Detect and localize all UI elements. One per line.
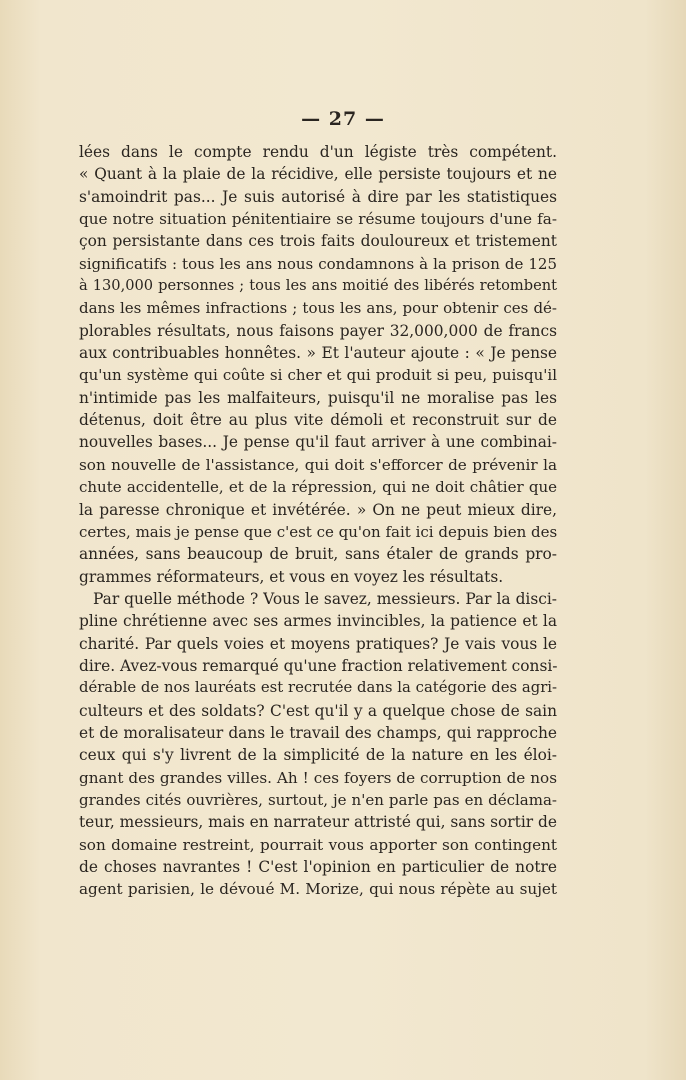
text-line: çon persistante dans ces trois faits douloureux et tristement bbox=[79, 232, 557, 251]
text-line: s'amoindrit pas... Je suis autorisé à dire par les statistiques bbox=[79, 187, 557, 206]
text-line: son nouvelle de l'assistance, qui doit s'efforcer de prévenir la bbox=[79, 455, 557, 474]
text-line: qu'un système qui coûte si cher et qui produit si peu, puisqu'il bbox=[79, 366, 557, 385]
text-line: charité. Par quels voies et moyens pratiques? Je vais vous le bbox=[79, 634, 557, 653]
text-line: agent parisien, le dévoué M. Morize, qui nous répète au sujet bbox=[79, 880, 557, 899]
text-line: ceux qui s'y livrent de la simplicité de la nature en les éloi- bbox=[79, 746, 557, 765]
page-number: — 27 — bbox=[301, 108, 385, 130]
text-line: son domaine restreint, pourrait vous apporter son contingent bbox=[79, 835, 557, 854]
text-line: n'intimide pas les malfaiteurs, puisqu'il ne moralise pas les bbox=[79, 388, 557, 407]
text-line: certes, mais je pense que c'est ce qu'on fait ici depuis bien des bbox=[79, 522, 557, 541]
text-line: Par quelle méthode ? Vous le savez, messieurs. Par la disci- bbox=[93, 589, 557, 608]
text-line: pline chrétienne avec ses armes invincibles, la patience et la bbox=[79, 612, 557, 631]
text-line: teur, messieurs, mais en narrateur attristé qui, sans sortir de bbox=[79, 813, 557, 832]
text-line: grammes réformateurs, et vous en voyez les résultats. bbox=[79, 567, 504, 586]
text-line: à 130,000 personnes ; tous les ans moitié des libérés retombent bbox=[79, 277, 557, 295]
text-line: gnant des grandes villes. Ah ! ces foyers de corruption de nos bbox=[79, 768, 557, 787]
text-line: grandes cités ouvrières, surtout, je n'en parle pas en déclama- bbox=[79, 790, 557, 809]
text-line: détenus, doit être au plus vite démoli et reconstruit sur de bbox=[79, 411, 557, 430]
text-line: nouvelles bases... Je pense qu'il faut arriver à une combinai- bbox=[79, 433, 557, 452]
text-line: et de moralisateur dans le travail des champs, qui rapproche bbox=[79, 723, 557, 742]
text-line: lées dans le compte rendu d'un légiste très compétent. bbox=[79, 143, 557, 161]
text-line: la paresse chronique et invétérée. » On ne peut mieux dire, bbox=[79, 500, 557, 519]
text-line: de choses navrantes ! C'est l'opinion en particulier de notre bbox=[79, 858, 557, 876]
text-line: années, sans beaucoup de bruit, sans étaler de grands pro- bbox=[79, 545, 557, 564]
text-line: plorables résultats, nous faisons payer 32,000,000 de francs bbox=[79, 321, 557, 340]
text-line: dans les mêmes infractions ; tous les ans, pour obtenir ces dé- bbox=[79, 299, 557, 318]
text-line: « Quant à la plaie de la récidive, elle persiste toujours et ne bbox=[79, 165, 557, 184]
text-line: aux contribuables honnêtes. » Et l'auteur ajoute : « Je pense bbox=[79, 344, 557, 363]
text-line: chute accidentelle, et de la répression, qui ne doit châtier que bbox=[79, 478, 557, 497]
body-text bbox=[79, 141, 557, 901]
text-line: dérable de nos lauréats est recrutée dans la catégorie des agri- bbox=[79, 679, 557, 697]
text-line: que notre situation pénitentiaire se résume toujours d'une fa- bbox=[79, 210, 557, 229]
text-line: culteurs et des soldats? C'est qu'il y a quelque chose de sain bbox=[79, 701, 557, 720]
text-line: significatifs : tous les ans nous condamnons à la prison de 125 bbox=[79, 254, 557, 273]
text-line: dire. Avez-vous remarqué qu'une fraction relativement consi- bbox=[79, 656, 557, 675]
